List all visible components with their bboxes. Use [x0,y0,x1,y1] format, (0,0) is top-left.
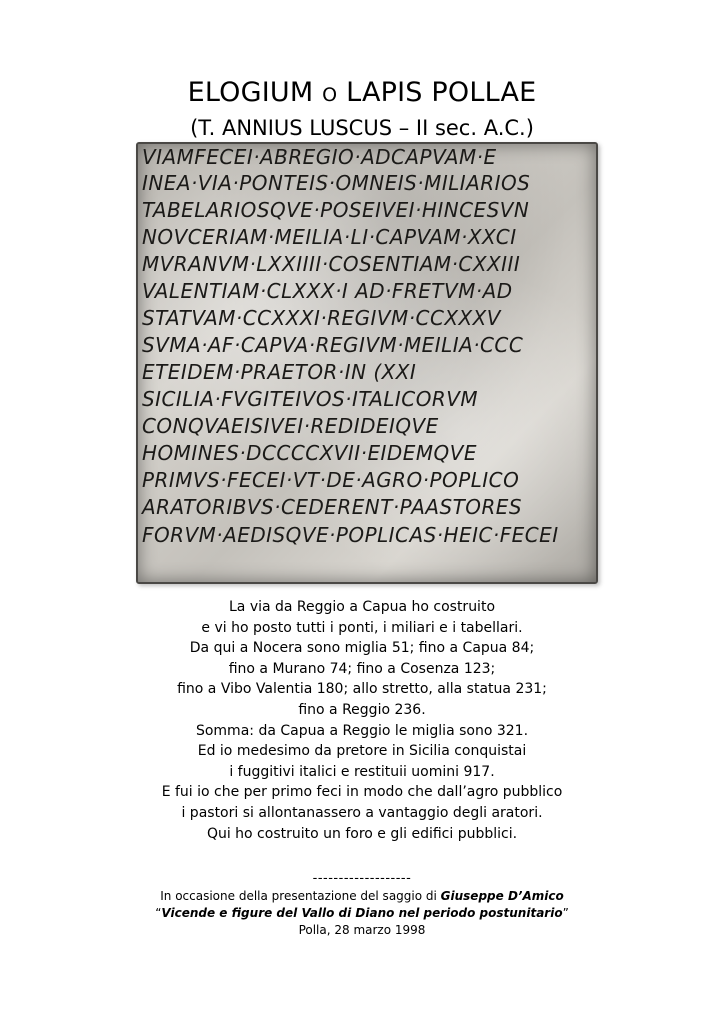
separator-line: ------------------- [312,871,412,886]
inscription-line: SICILIA·FVGITEIVOS·ITALICORVM [142,387,479,411]
inscription-line: HOMINES·DCCCCXVII·EIDEMQVE [142,441,477,465]
footer-author: Giuseppe D’Amico [440,889,564,903]
translation-line: i fuggitivi italici e restituii uomini 917. [229,763,495,780]
inscription-line: CONQVAEISIVEI·REDIDEIQVE [142,414,439,438]
inscription-line: VIAMFECEI·ABREGIO·ADCAPVAM·E [142,145,497,169]
inscription-stone-image [136,142,598,584]
translation-text [0,597,724,844]
footer-line-1 [0,888,724,905]
title-part-2: LAPIS POLLAE [346,77,537,108]
footer-line-2 [0,905,724,922]
footer-prefix: In occasione della presentazione del saggio di [160,889,441,903]
quote-close: ” [562,906,569,920]
quote-open: “ [155,906,162,920]
page-title [0,76,724,112]
inscription-line: SVMA·AF·CAPVA·REGIVM·MEILIA·CCC [142,333,524,357]
translation-line: Somma: da Capua a Reggio le miglia sono 321. [195,722,529,739]
inscription-line: TABELARIOSQVE·POSEIVEI·HINCESVN [142,198,530,222]
translation-line: e vi ho posto tutti i ponti, i miliari e i tabellari. [201,619,523,636]
inscription-line: FORVM·AEDISQVE·POPLICAS·HEIC·FECEI [142,523,559,547]
inscription-line: PRIMVS·FECEI·VT·DE·AGRO·POPLICO [142,468,520,492]
translation-line: Da qui a Nocera sono miglia 51; fino a Capua 84; [189,640,535,657]
title-part-1: ELOGIUM [187,77,314,108]
inscription-line: VALENTIAM·CLXXX·I AD·FRETVM·AD [142,279,513,303]
footer-book-title: Vicende e figure del Vallo di Diano nel periodo postunitario [161,906,563,920]
translation-line: Qui ho costruito un foro e gli edifici pubblici. [206,825,518,842]
footer-place-date: Polla, 28 marzo 1998 [298,923,426,937]
inscription-line: ARATORIBVS·CEDERENT·PAASTORES [142,495,523,519]
inscription-line: MVRANVM·LXXIIII·COSENTIAM·CXXIII [142,252,521,276]
translation-line: i pastori si allontanassero a vantaggio degli aratori. [181,804,543,821]
inscription-line: NOVCERIAM·MEILIA·LI·CAPVAM·XXCI [142,225,517,249]
translation-line: fino a Murano 74; fino a Cosenza 123; [228,660,496,677]
inscription-line: STATVAM·CCXXXI·REGIVM·CCXXXV [142,306,501,330]
footer-note [0,888,724,939]
translation-line: fino a Vibo Valentia 180; allo stretto, alla statua 231; [177,681,547,698]
title-connector: O [322,84,338,106]
translation-line: Ed io medesimo da pretore in Sicilia conquistai [197,743,527,760]
translation-line: fino a Reggio 236. [298,701,426,718]
inscription-line: INEA·VIA·PONTEIS·OMNEIS·MILIARIOS [142,171,531,195]
translation-line: La via da Reggio a Capua ho costruito [228,599,496,615]
translation-line: E fui io che per primo feci in modo che dall’agro pubblico [161,784,563,801]
inscription-line: ETEIDEM·PRAETOR·IN (XXI [142,360,417,384]
page-subtitle: (T. ANNIUS LUSCUS – II sec. A.C.) [190,116,534,140]
